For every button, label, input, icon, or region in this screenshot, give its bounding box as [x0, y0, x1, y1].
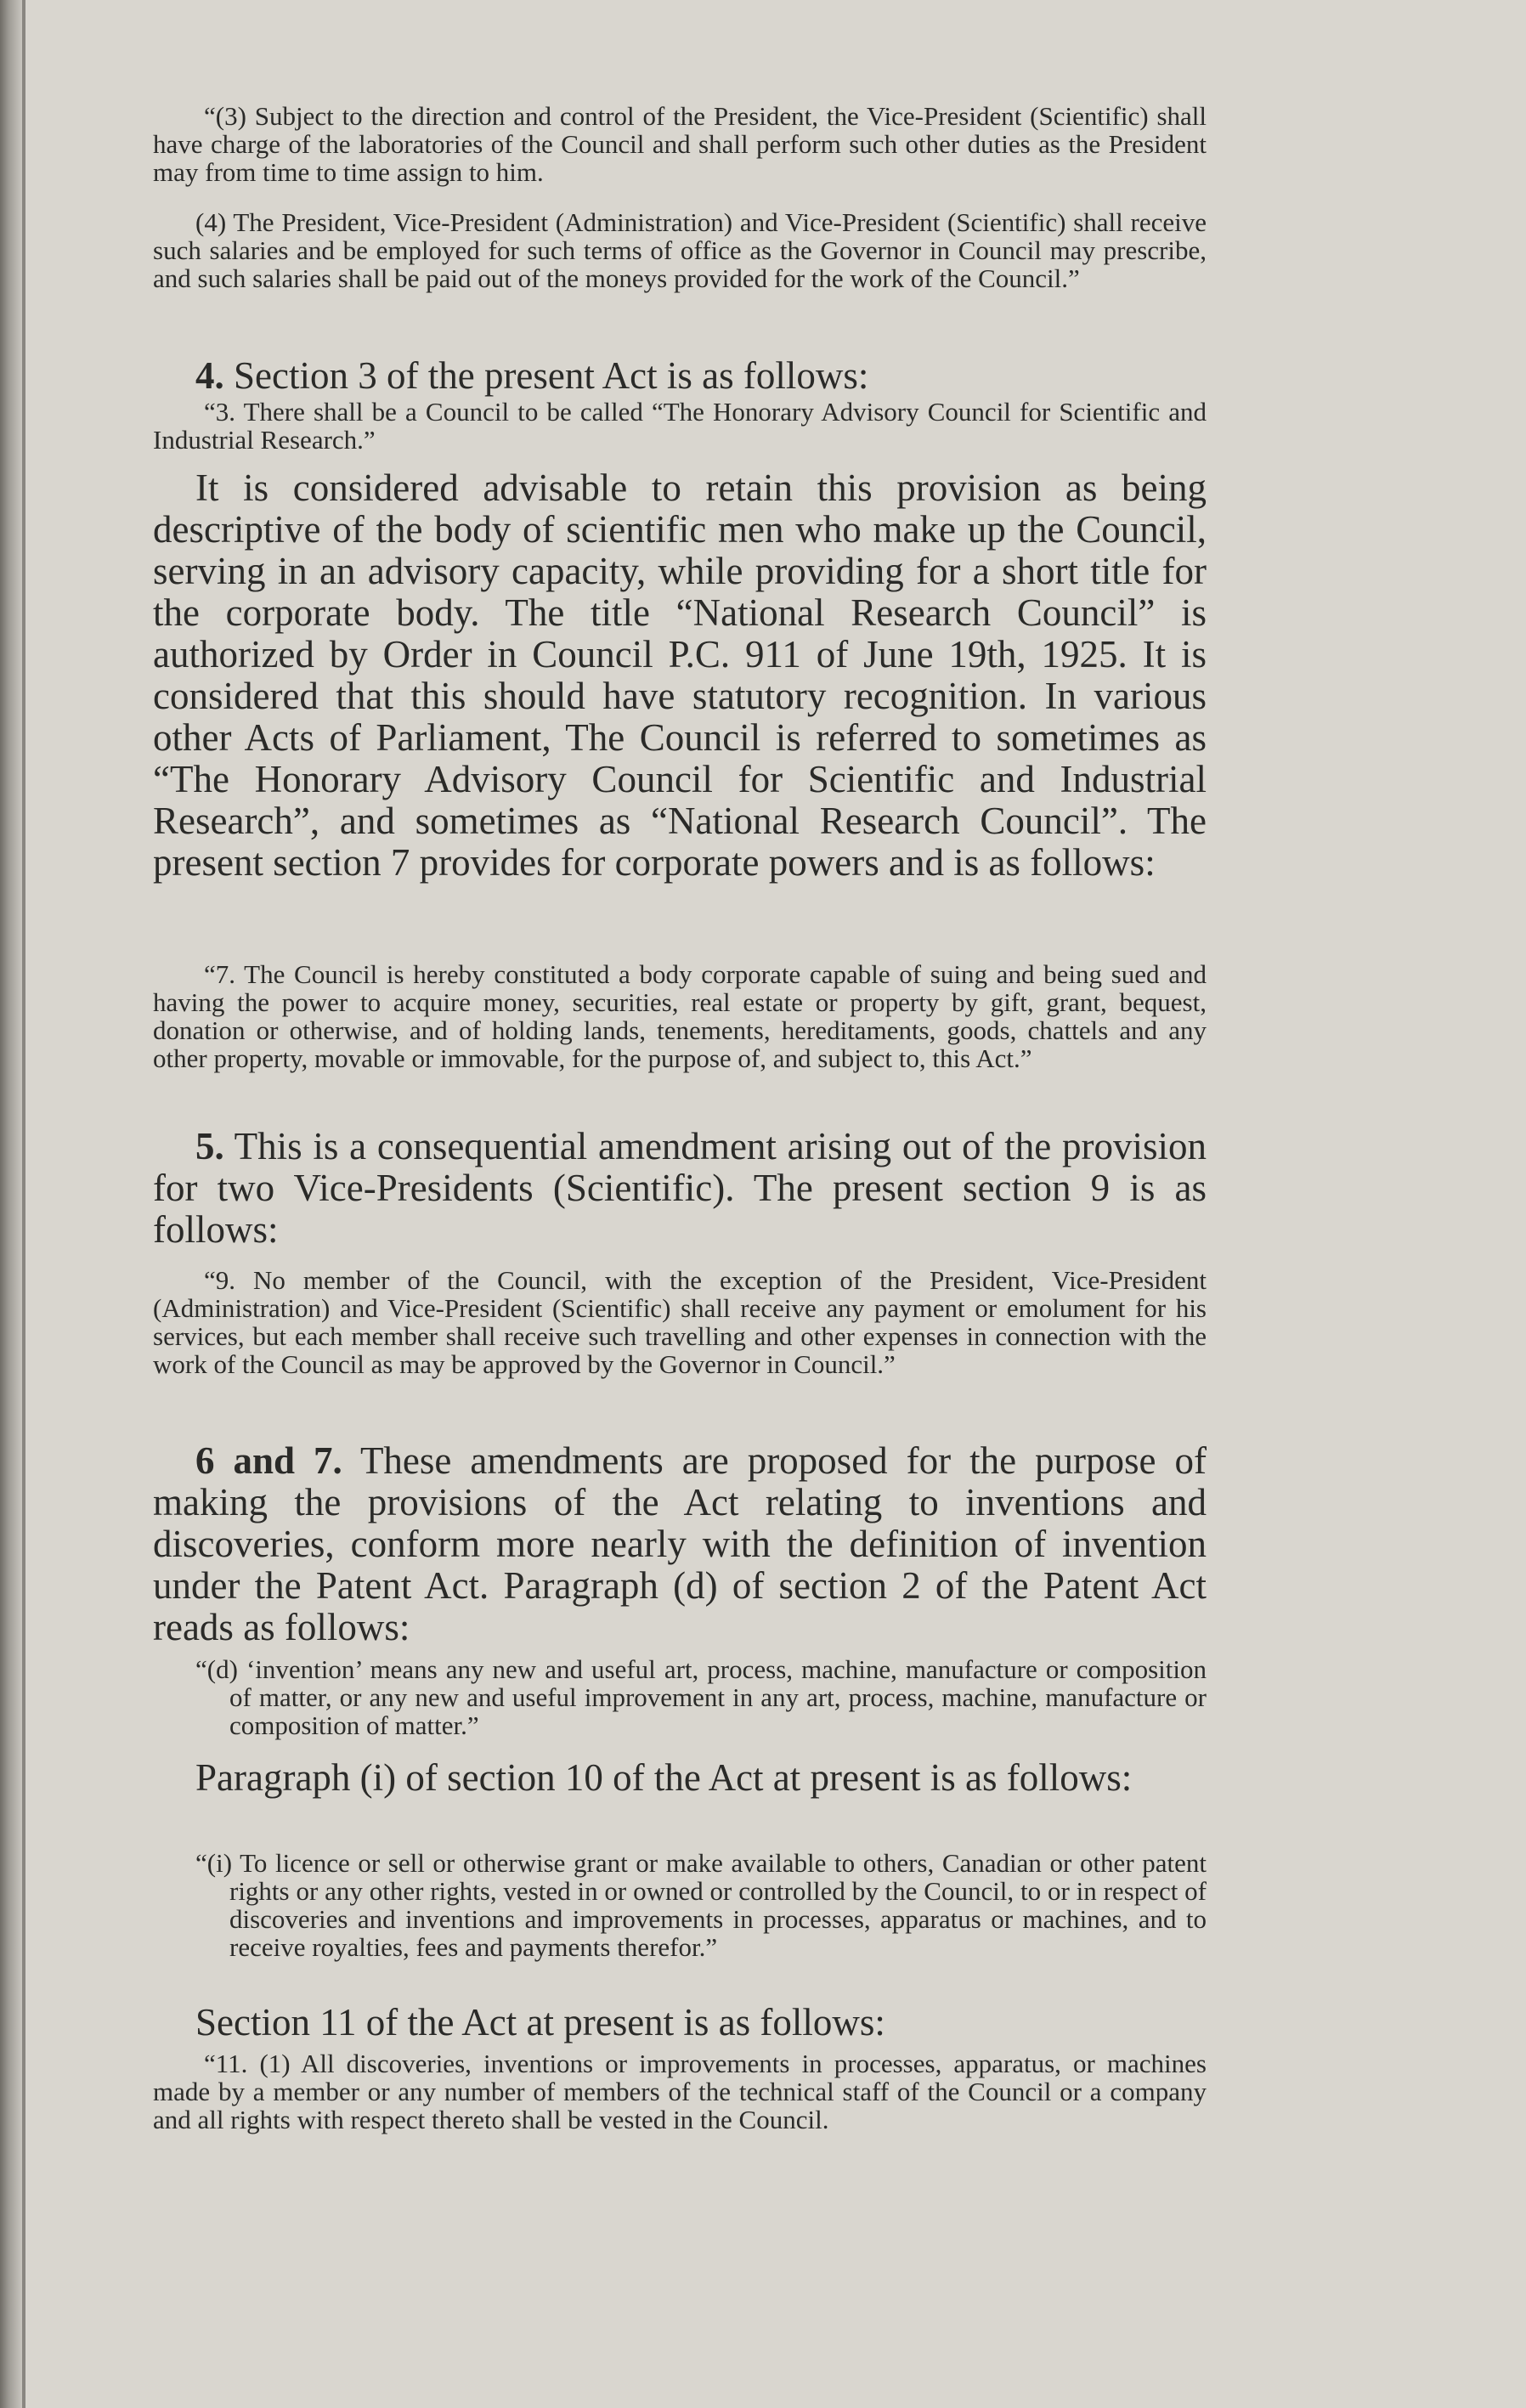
section-number: 4.: [195, 354, 224, 397]
section-9-quote: [153, 1266, 1207, 1378]
quote-text: “9. No member of the Council, with the exception of the President, Vice-President (Administration) and Vice-President (Scientific) shall receive any payment or emolument for his services, but each member shall receive such travelling and other expenses in connection with the work of the Council as may be approved by the Governor in Council.”: [153, 1265, 1207, 1379]
commentary-text: These amendments are proposed for the purpose of making the provisions of the Act relating to inventions and discoveries, conform more nearly with the definition of invention under the Patent Act. Paragraph (d) of section 2 of the Patent Act reads as follows:: [153, 1439, 1207, 1648]
section-4-quote: [153, 398, 1207, 454]
book-binding-edge: [0, 0, 22, 2408]
section-number: 5.: [195, 1125, 224, 1167]
section-5-commentary: [153, 1126, 1207, 1251]
section-11-intro: [153, 2002, 1207, 2043]
quote-text: “3. There shall be a Council to be called “The Honorary Advisory Council for Scientific and Industrial Research.”: [153, 397, 1207, 455]
commentary-text: It is considered advisable to retain this provision as being descriptive of the body of scientific men who make up the Council, serving in an advisory capacity, while providing for a short title for the corporate body. The title “National Research Council” is authorized by Order in Council P.C. 911 of June 19th, 1925. It is considered that this should have statutory recognition. In various other Acts of Parliament, The Council is referred to sometimes as “The Honorary Advisory Council for Scientific and Industrial Research”, and sometimes as “National Research Council”. The present section 7 provides for corporate powers and is as follows:: [153, 466, 1207, 884]
quote-text: “(i) To licence or sell or otherwise grant or make available to others, Canadian or other patent rights or any other rights, vested in or owned or controlled by the Council, to or in respect of discoveries and inventions and improvements in processes, apparatus or machines, and to receive royalties, fees and payments therefor.”: [195, 1848, 1207, 1962]
intro-text: Paragraph (i) of section 10 of the Act at present is as follows:: [195, 1756, 1133, 1799]
quote-subsection-3: [153, 102, 1207, 186]
quote-text: (4) The President, Vice-President (Administration) and Vice-President (Scientific) shall receive such salaries and be employed for such terms of office as the Governor in Council may prescribe, and such salaries shall be paid out of the moneys provided for the work of the Council.”: [153, 207, 1207, 293]
section-4-commentary: [153, 467, 1207, 884]
section-4-heading: [153, 355, 1207, 397]
binding-shadow-line: [22, 0, 25, 2408]
section-number: 6 and 7.: [195, 1439, 342, 1482]
quote-text: “(d) ‘invention’ means any new and useful art, process, machine, manufacture or composition of matter, or any new and useful improvement in any art, process, machine, manufacture or composition of matter.”: [195, 1654, 1207, 1740]
quote-text: “(3) Subject to the direction and control of the President, the Vice-President (Scientific) shall have charge of the laboratories of the Council and shall perform such other duties as the President may from time to time assign to him.: [153, 101, 1207, 187]
section-6-7-commentary: [153, 1440, 1207, 1648]
section-7-quote: [153, 960, 1207, 1072]
quote-text: “7. The Council is hereby constituted a body corporate capable of suing and being sued and having the power to acquire money, securities, real estate or property by gift, grant, bequest, donation or otherwise, and of holding lands, tenements, hereditaments, goods, chattels and any other property, movable or immovable, for the purpose of, and subject to, this Act.”: [153, 959, 1207, 1073]
intro-text: Section 11 of the Act at present is as follows:: [195, 2001, 885, 2043]
paragraph-i-intro: [153, 1757, 1207, 1799]
quote-text: “11. (1) All discoveries, inventions or improvements in processes, apparatus, or machines made by a member or any number of members of the technical staff of the Council or a company and all rights with respect thereto shall be vested in the Council.: [153, 2049, 1207, 2134]
paragraph-i-quote: [153, 1849, 1207, 1961]
section-intro: Section 3 of the present Act is as follows:: [234, 354, 869, 397]
section-11-quote: [153, 2049, 1207, 2134]
patent-act-quote: [153, 1655, 1207, 1739]
quote-subsection-4: [153, 208, 1207, 292]
commentary-text: This is a consequential amendment arising out of the provision for two Vice-Presidents (Scientific). The present section 9 is as follows:: [153, 1125, 1207, 1251]
